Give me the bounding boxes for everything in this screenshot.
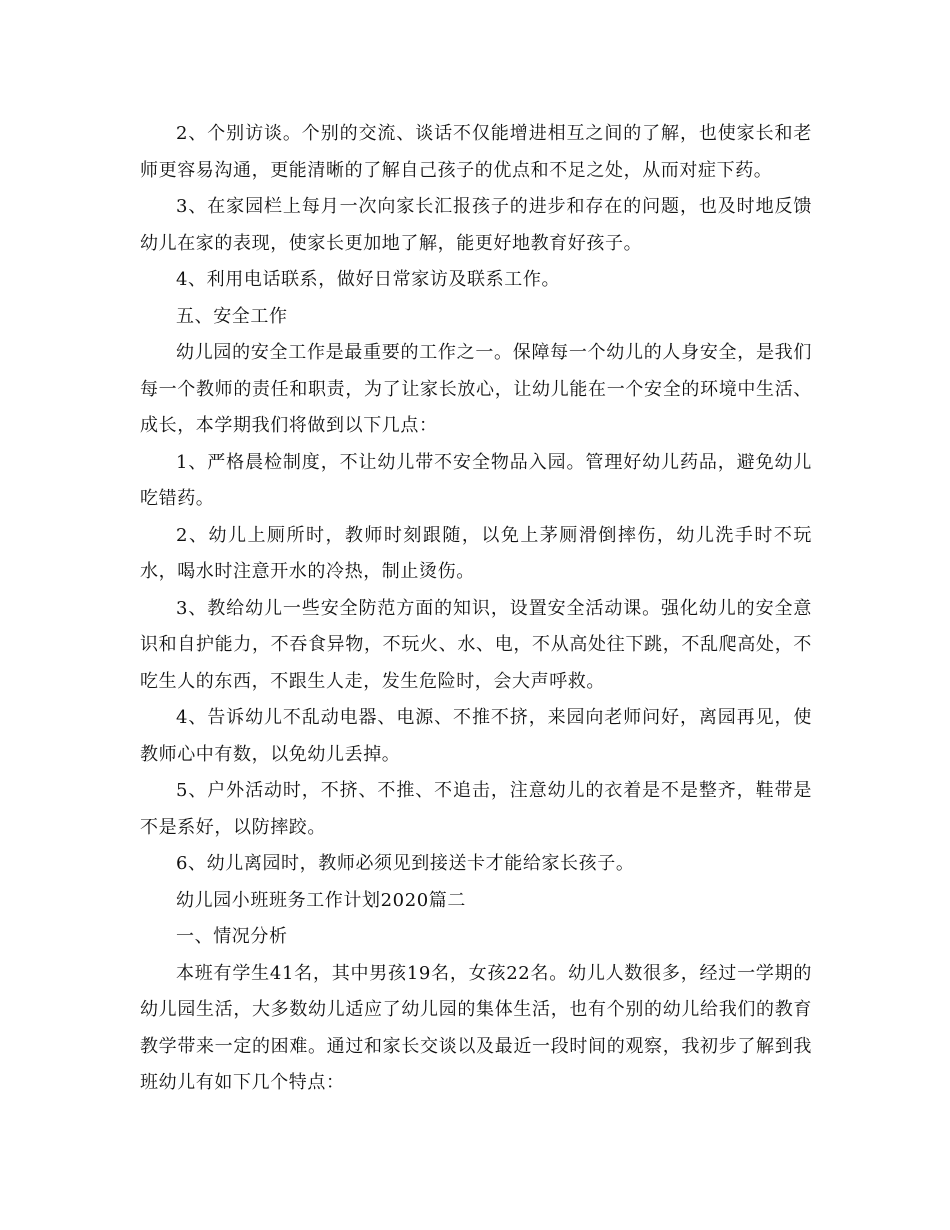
section-heading-safety-work: 五、安全工作: [176, 305, 288, 327]
paragraph-safety-knowledge: 3、教给幼儿一些安全防范方面的知识，设置安全活动课。强化幼儿的安全意识和自护能力，不吞食异物，不玩火、水、电，不从高处往下跳，不乱爬高处，不吃生人的东西，不跟生人走，发生危险时，会大声呼救。: [140, 597, 812, 692]
paragraph-outdoor-activity: 5、户外活动时，不挤、不推、不追击，注意幼儿的衣着是不是整齐，鞋带是不是系好，以防摔跤。: [140, 780, 812, 838]
paragraph-class-overview: 本班有学生41名，其中男孩19名，女孩22名。幼儿人数很多，经过一学期的幼儿园生活，大多数幼儿适应了幼儿园的集体生活，也有个别的幼儿给我们的教育教学带来一定的困难。通过和家长交谈以及最近一段时间的观察，我初步了解到我班幼儿有如下几个特点：: [140, 962, 812, 1093]
paragraph-toilet-safety: 2、幼儿上厕所时，教师时刻跟随，以免上茅厕滑倒摔伤，幼儿洗手时不玩水，喝水时注意开水的冷热，制止烫伤。: [140, 524, 812, 582]
paragraph-electrical-safety: 4、告诉幼儿不乱动电器、电源、不推不挤，来园向老师问好，离园再见，使教师心中有数，以免幼儿丢掉。: [140, 707, 812, 765]
paragraph-safety-intro: 幼儿园的安全工作是最重要的工作之一。保障每一个幼儿的人身安全，是我们每一个教师的责任和职责，为了让家长放心，让幼儿能在一个安全的环境中生活、成长，本学期我们将做到以下几点：: [140, 342, 812, 436]
paragraph-pickup-card: 6、幼儿离园时，教师必须见到接送卡才能给家长孩子。: [176, 853, 635, 874]
document-subtitle-part-two: 幼儿园小班班务工作计划2020篇二: [176, 889, 467, 911]
paragraph-morning-check: 1、严格晨检制度，不让幼儿带不安全物品入园。管理好幼儿药品，避免幼儿吃错药。: [140, 451, 812, 509]
paragraph-home-school-board: 3、在家园栏上每月一次向家长汇报孩子的进步和存在的问题，也及时地反馈幼儿在家的表现，使家长更加地了解，能更好地教育好孩子。: [140, 196, 812, 254]
document-body: [140, 116, 812, 1102]
paragraph-individual-interview: 2、个别访谈。个别的交流、谈话不仅能增进相互之间的了解，也使家长和老师更容易沟通，更能清晰的了解自己孩子的优点和不足之处，从而对症下药。: [140, 123, 812, 181]
section-heading-situation-analysis: 一、情况分析: [176, 926, 288, 947]
paragraph-phone-contact: 4、利用电话联系，做好日常家访及联系工作。: [176, 269, 561, 290]
